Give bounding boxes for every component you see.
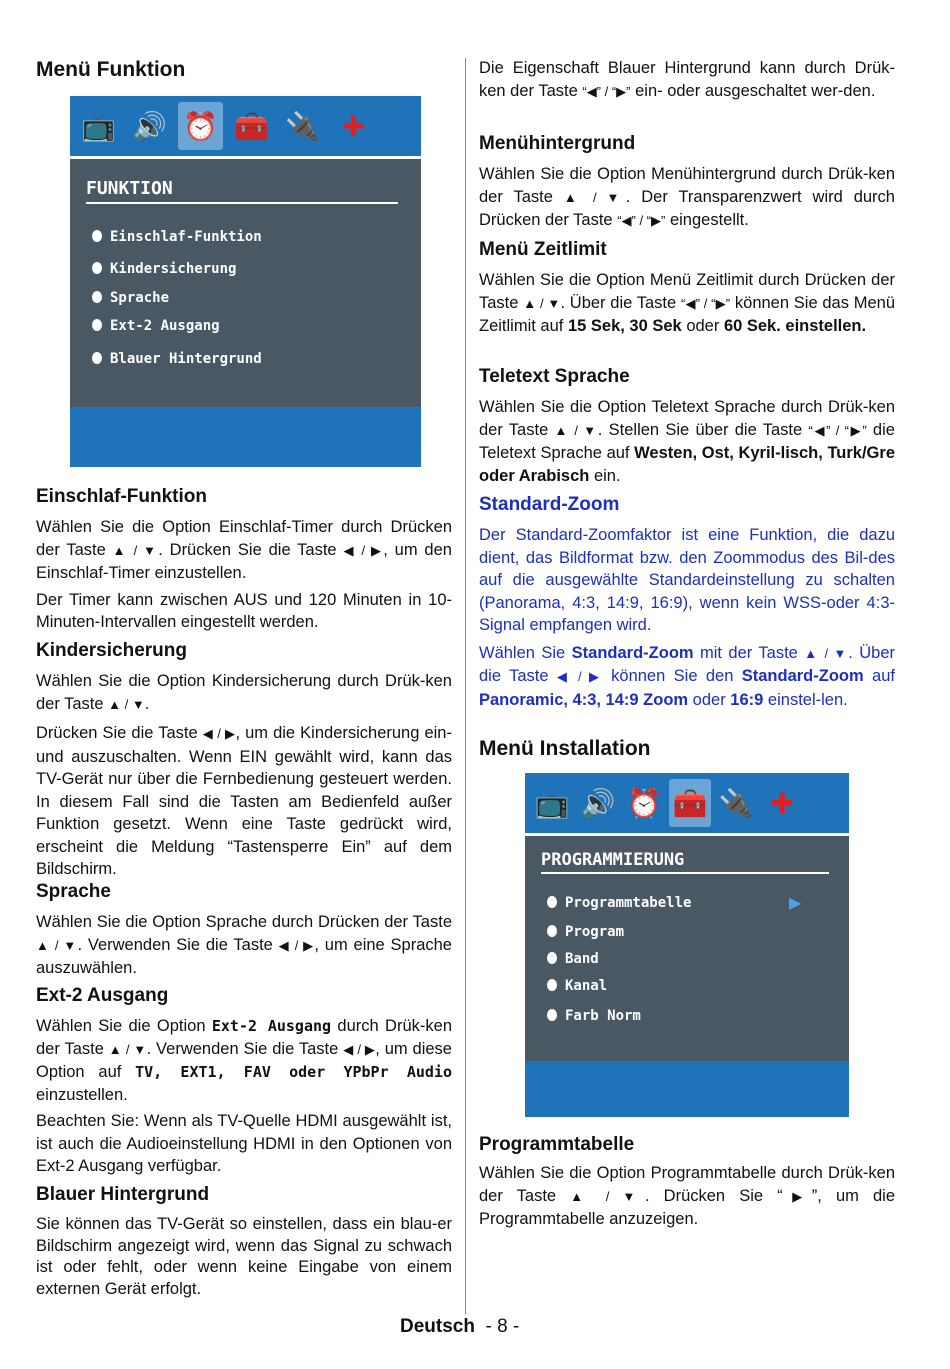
menu-item-programmtabelle: Programmtabelle [547,895,691,911]
tv-icon: 📺 [534,787,570,819]
menu-separator [70,156,421,159]
paragraph: Wählen Sie die Option Einschlaf-Timer durch Drücken der Taste ▲ / ▼. Drücken Sie die Taste ◀ / ▶, um den Einschlaf-Timer einzustellen. [36,518,452,582]
column-divider [465,58,466,1314]
section-heading: Sprache [36,881,111,902]
section-kindersicherung [36,640,452,881]
page-footer [400,1316,519,1338]
speaker-icon: 🔊 [580,787,616,819]
bullet-icon [547,1009,557,1021]
section-heading: Menühintergrund [479,133,636,154]
paragraph: Die Eigenschaft Blauer Hintergrund kann durch Drük-ken der Taste “◀” / “▶” ein- oder ausgeschaltet wer-den. [479,59,895,100]
section-heading: Ext-2 Ausgang [36,985,169,1006]
paragraph: Wählen Sie die Option Sprache durch Drücken der Taste ▲ / ▼. Verwenden Sie die Taste ◀ / ▶, um eine Sprache auszuwählen. [36,913,452,977]
menu-icon-bar [70,96,421,156]
section-blauer [36,1184,452,1300]
menu-separator [525,833,849,836]
bullet-icon [92,230,102,242]
paragraph: Wählen Sie die Option Menü Zeitlimit durch Drücken der Taste ▲ / ▼. Über die Taste “◀” / “▶” können Sie das Menü Zeitlimit auf 15 Sek, 30 Sek oder 60 Sek. einstellen. [479,271,895,335]
menu-item-ext2: Ext-2 Ausgang [92,318,220,334]
menu-item-einschlaf: Einschlaf-Funktion [92,229,262,245]
section-zeitlimit [479,239,895,338]
section-heading: Teletext Sprache [479,366,630,387]
section-menuhintergrund [479,133,895,233]
section-ext2 [36,985,452,1178]
menu-item-program: Program [547,924,624,940]
paragraph: Wählen Sie die Option Ext-2 Ausgang durch Drük-ken der Taste ▲ / ▼. Verwenden Sie die Taste ◀ / ▶, um diese Option auf TV, EXT1, FAV oder YPbPr Audio einzustellen. [36,1017,452,1104]
cables-icon: 🔌 [718,787,754,819]
menu-footer-bar [70,407,421,467]
section-heading: Kindersicherung [36,640,187,661]
paragraph: Wählen Sie die Option Teletext Sprache durch Drük-ken der Taste ▲ / ▼. Stellen Sie über die Taste “◀” / “▶” die Teletext Sprache auf Westen, Ost, Kyril-lisch, Turk/Gre oder Arabisch ein. [479,398,895,485]
bullet-icon [92,352,102,364]
section-blauer-cont [479,57,895,103]
paragraph: Drücken Sie die Taste ◀ / ▶, um die Kindersicherung ein- und auszuschalten. Wenn EIN gewählt wird, kann das TV-Gerät nur über die Fernbedienung gesteuert werden. In diesem Fall sind die Tasten am Bedienfeld außer Funktion gesetzt. Wenn eine Taste gedrückt wird, erscheint die Meldung “Tastensperre Ein” auf dem Bildschirm. [36,724,452,878]
section-einschlaf [36,486,452,634]
section-heading: Programmtabelle [479,1134,635,1155]
installation-menu-screenshot [525,773,849,1117]
section-programmtabelle [479,1134,895,1231]
funktion-menu-screenshot [70,96,421,467]
bullet-icon [547,925,557,937]
menu-footer-bar [525,1061,849,1117]
cross-monitor-icon: ✚ [770,787,794,819]
paragraph: Sie können das TV-Gerät so einstellen, dass ein blau-er Bildschirm angezeigt wird, wenn das Signal zu schwach ist oder fehlt, oder wenn keine Eingabe von einem externen Gerät erfolgt. [36,1215,452,1298]
toolbox-icon: 🧰 [234,110,269,142]
alarm-clock-icon: ⏰ [178,102,223,150]
footer-language: Deutsch [400,1316,475,1337]
paragraph: Wählen Sie die Option Kindersicherung durch Drük-ken der Taste ▲ / ▼. [36,672,452,713]
alarm-clock-icon: ⏰ [626,787,662,819]
cables-icon: 🔌 [285,110,320,142]
menu-item-blauer: Blauer Hintergrund [92,351,262,367]
paragraph: Wählen Sie die Option Programmtabelle durch Drük-ken der Taste ▲ / ▼. Drücken Sie “▶”, um die Programmtabelle anzuzeigen. [479,1164,896,1228]
menu-funktion-heading: Menü Funktion [36,58,186,81]
menu-icon-bar [525,773,849,833]
menu-item-kindersicherung: Kindersicherung [92,261,236,277]
paragraph: Wählen Sie Standard-Zoom mit der Taste ▲ / ▼. Über die Taste ◀ / ▶ können Sie den Standard-Zoom auf Panoramic, 4:3, 14:9 Zoom oder 16:9 einstel-len. [479,643,896,709]
menu-item-sprache: Sprache [92,290,169,306]
bullet-icon [547,952,557,964]
paragraph: Der Standard-Zoomfaktor ist eine Funktion, die dazu dient, das Bildformat bzw. den Zoommodus des Bil-des auf die ausgewählte Standardeinstellung zu schalten (Panorama, 4:3, 14:9, 16:9), wenn kein WSS-oder 4:3-Signal empfangen wird. [479,526,895,634]
page-number: - 8 - [485,1316,520,1337]
section-standard-zoom [479,494,895,711]
bullet-icon [92,291,102,303]
menu-title-rule [86,202,398,204]
bullet-icon [92,262,102,274]
speaker-icon: 🔊 [132,110,167,142]
section-heading: Einschlaf-Funktion [36,486,207,507]
section-heading: Menü Zeitlimit [479,239,607,260]
menu-item-farb-norm: Farb Norm [547,1008,641,1024]
menu-title: PROGRAMMIERUNG [541,850,685,870]
bullet-icon [92,319,102,331]
section-heading: Standard-Zoom [479,494,620,515]
cross-monitor-icon: ✚ [341,110,366,142]
section-heading: Blauer Hintergrund [36,1184,210,1205]
tv-icon: 📺 [81,110,116,142]
section-teletext [479,366,895,487]
paragraph: Beachten Sie: Wenn als TV-Quelle HDMI ausgewählt ist, ist auch die Audioeinstellung HDMI in den Optionen von Ext-2 Ausgang verfügbar. [36,1112,452,1175]
submenu-arrow-icon: ▶ [789,895,802,912]
menu-installation-heading: Menü Installation [479,737,651,760]
menu-item-band: Band [547,951,599,967]
paragraph: Wählen Sie die Option Menühintergrund durch Drük-ken der Taste ▲ / ▼. Der Transparenzwert wird durch Drücken der Taste “◀” / “▶” eingestellt. [479,165,895,229]
bullet-icon [547,896,557,908]
bullet-icon [547,979,557,991]
menu-item-kanal: Kanal [547,978,607,994]
section-sprache [36,881,452,980]
toolbox-icon: 🧰 [669,779,711,827]
menu-title: FUNKTION [86,178,173,199]
paragraph: Der Timer kann zwischen AUS und 120 Minuten in 10-Minuten-Intervallen eingestellt werden. [36,590,452,631]
menu-title-rule [541,872,829,874]
